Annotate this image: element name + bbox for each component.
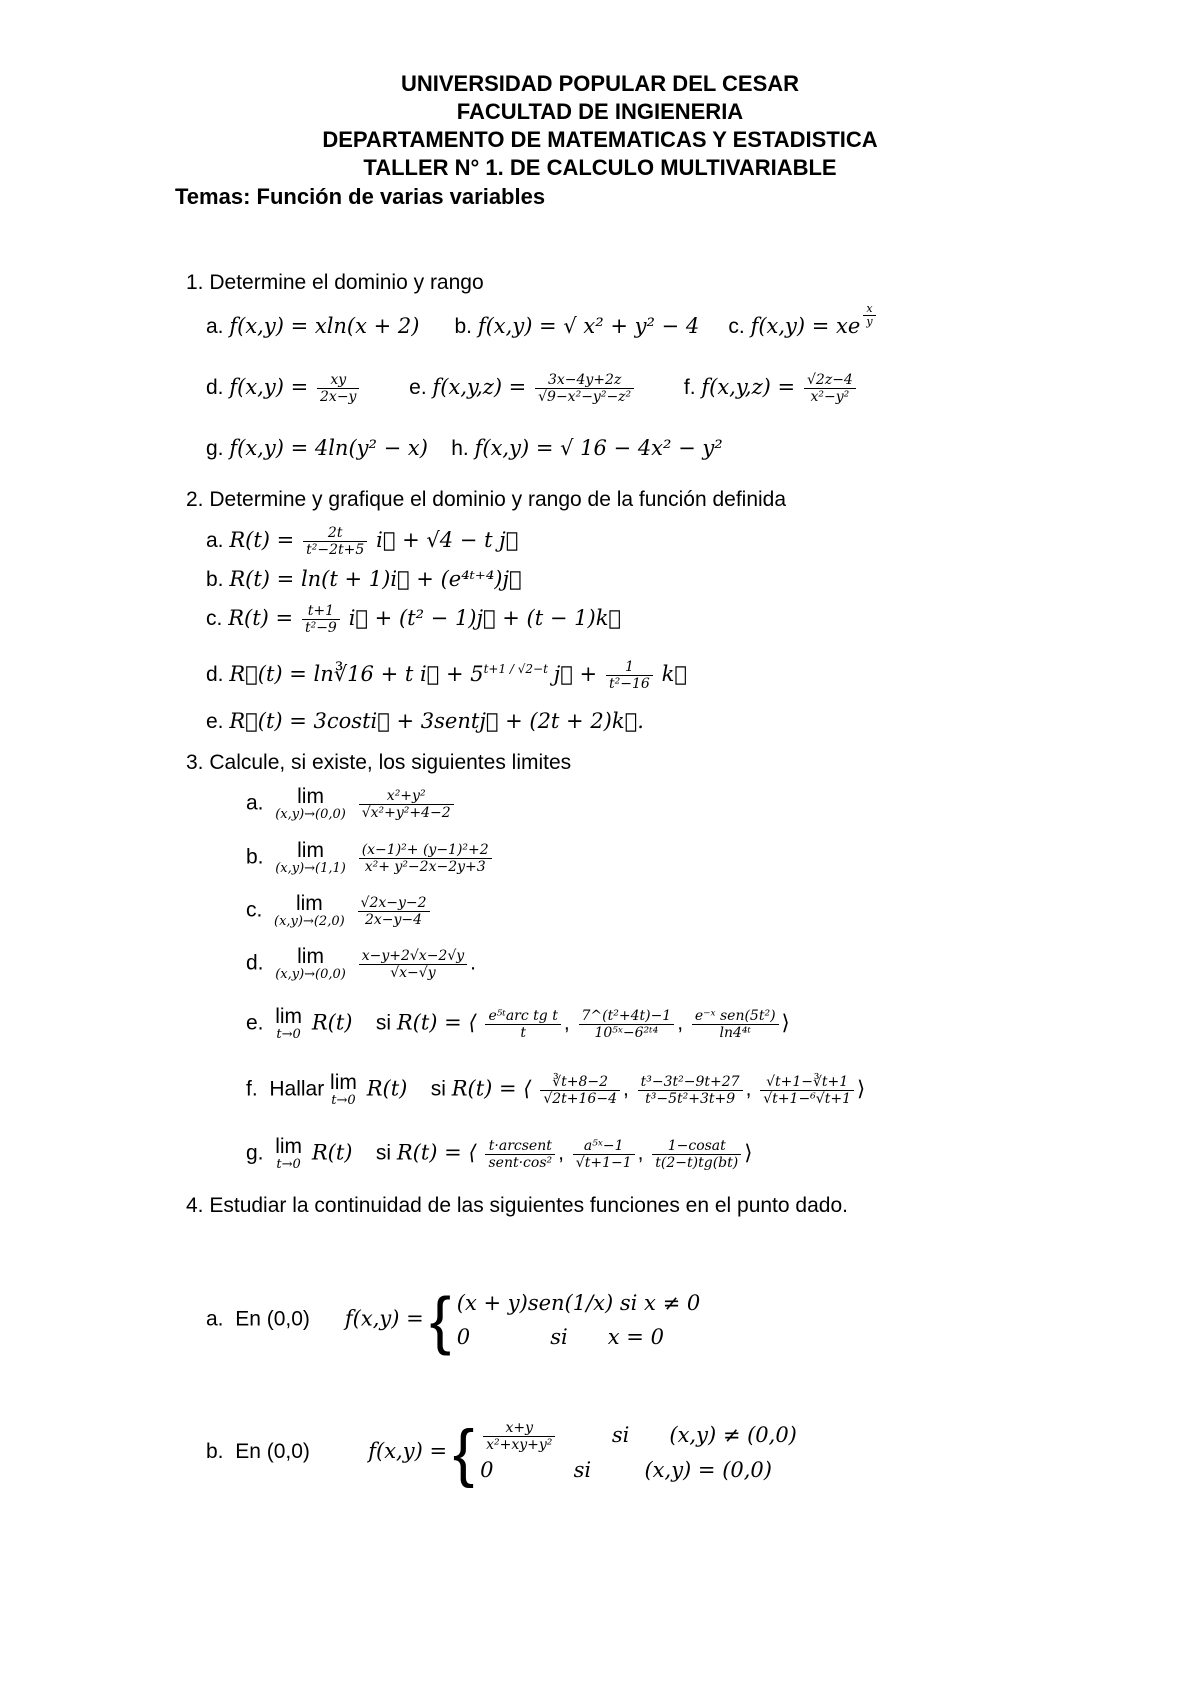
q2-d bbox=[206, 656, 687, 692]
q2-a-rest: i⃗ + √4 − t j⃗ bbox=[376, 528, 519, 553]
q2-d-fraction: $\frac{1}{\text{t²−16}}$ bbox=[606, 659, 653, 692]
q1-row-gh bbox=[206, 435, 723, 462]
q1-d-label: d. bbox=[206, 376, 224, 400]
q4-a-brace: { bbox=[429, 1284, 451, 1356]
q4-prompt: 4. Estudiar la continuidad de las siguientes funciones en el punto dado. bbox=[186, 1194, 848, 1217]
q3-e: e. lim t→0 R(t) si R(t) = ⟨ $\frac{\text{e⁵ᵗarc tg t}}{t}$ , $\frac{\text{7\textasciicircum{}(t²+4t)−1}}{\text{10⁵ˣ−6²ᵗ⁴}}$ , $\frac{\text{e⁻ˣ sen(5t²)}}{\text{ln4⁴ᵗ}}$ ⟩ bbox=[246, 1005, 790, 1042]
q3-a-fraction: $\frac{\text{x²+y²}}{\text{√x²+y²+4−2}}$ bbox=[359, 788, 454, 821]
q3-g-frac1: $\frac{\text{t·arcsent}}{\text{sent·cos²}}$ bbox=[485, 1138, 555, 1171]
q3-e-frac3: $\frac{\text{e⁻ˣ sen(5t²)}}{\text{ln4⁴ᵗ}}$ bbox=[692, 1008, 779, 1041]
q4-a-case2: 0 si x = 0 bbox=[456, 1325, 664, 1349]
workshop-title: TALLER N° 1. DE CALCULO MULTIVARIABLE bbox=[363, 155, 837, 180]
q3-f-si: si bbox=[430, 1077, 446, 1101]
q3-prompt: 3. Calcule, si existe, los siguientes limites bbox=[186, 751, 572, 774]
q3-e-frac1: $\frac{\text{e⁵ᵗarc tg t}}{t}$ bbox=[485, 1008, 560, 1041]
q3-g-fn: R(t) bbox=[311, 1140, 353, 1165]
q4-b-fraction: $\frac{x+y}{\text{x²+xy+y²}}$ bbox=[483, 1420, 555, 1453]
q2-e-expr: R⃗(t) = 3costi⃗ + 3sentj⃗ + (2t + 2)k⃗. bbox=[229, 709, 644, 733]
q1-e-fraction: $\frac{3x-4y+2z}{\text{√9−x²−y²−z²}}$ bbox=[535, 372, 634, 405]
q1-f-label: f. bbox=[683, 376, 696, 400]
q1-c-expr: f(x,y) = xe bbox=[750, 314, 861, 338]
q1-g-label: g. bbox=[206, 437, 224, 460]
q4-b-cases bbox=[480, 1418, 797, 1487]
q3-g-frac2: $\frac{\text{a⁵ˣ−1}}{√t+1-1}$ bbox=[573, 1138, 635, 1171]
q3-f-label: f. bbox=[246, 1077, 258, 1101]
q3-d-label: d. bbox=[246, 951, 264, 975]
q3-c-limit: lim (x,y)→(2,0) bbox=[274, 892, 345, 929]
q2-d-lhs: R⃗(t) = ln∛16 + t i⃗ + 5 bbox=[229, 662, 484, 686]
q3-c-label: c. bbox=[246, 898, 263, 922]
q3-g-label: g. bbox=[246, 1141, 264, 1165]
q3-c bbox=[246, 893, 433, 929]
q4-a-cases bbox=[457, 1286, 700, 1354]
q3-f-frac1: $\frac{∛t+8-2}{√2t+16-4}$ bbox=[540, 1074, 620, 1107]
q3-e-si: si bbox=[375, 1011, 392, 1035]
q3-f: f. Hallar lim t→0 R(t) si R(t) = ⟨ $\frac{∛t+8-2}{√2t+16-4}$ , $\frac{\text{t³−3t²−9t+27}}{\text{t³−5t²+3t+9}}$ , $\frac{√t+1-∛t+1}{\text{√t+1−⁶√t+1}}$ ⟩ bbox=[246, 1071, 866, 1108]
q3-e-limit: lim t→0 bbox=[275, 1005, 303, 1042]
q1-c-label: c. bbox=[728, 315, 745, 338]
q3-f-def: R(t) = ⟨ bbox=[451, 1076, 532, 1101]
q1-row-abc bbox=[206, 302, 879, 340]
q3-d bbox=[246, 946, 476, 982]
topics-line: Temas: Función de varias variables bbox=[175, 184, 546, 209]
q3-e-fn: R(t) bbox=[311, 1010, 353, 1035]
q4-a bbox=[206, 1286, 700, 1354]
q4-b-case1-rest: si (x,y) ≠ (0,0) bbox=[611, 1423, 797, 1447]
q3-a-limit: lim (x,y)→(0,0) bbox=[275, 785, 346, 822]
q1-a-expr: f(x,y) = xln(x + 2) bbox=[229, 314, 420, 338]
q2-a-fraction: $\frac{2t}{\text{t²−2t+5}}$ bbox=[303, 525, 367, 558]
q3-f-frac2: $\frac{\text{t³−3t²−9t+27}}{\text{t³−5t²+3t+9}}$ bbox=[638, 1074, 743, 1107]
q4-a-lhs: f(x,y) = bbox=[344, 1306, 424, 1331]
q1-h-label: h. bbox=[451, 437, 469, 460]
q3-g-frac3: $\frac{\text{1−cosat}}{t(2-t)tg(bt)}$ bbox=[652, 1138, 741, 1171]
q1-b-expr: f(x,y) = √ x² + y² − 4 bbox=[477, 314, 700, 338]
q2-d-rest: k⃗ bbox=[661, 662, 687, 686]
q4-b-case1 bbox=[480, 1418, 797, 1453]
q3-f-limit: lim t→0 bbox=[330, 1071, 357, 1108]
q2-b bbox=[206, 566, 522, 593]
q4-b-point: En (0,0) bbox=[235, 1440, 310, 1464]
q2-c-rest: i⃗ + (t² − 1)j⃗ + (t − 1)k⃗ bbox=[348, 606, 622, 631]
university-title: UNIVERSIDAD POPULAR DEL CESAR bbox=[400, 71, 800, 96]
q3-a-label: a. bbox=[246, 791, 264, 815]
q3-d-limit: lim (x,y)→(0,0) bbox=[275, 945, 346, 982]
q3-b bbox=[246, 840, 495, 876]
q1-f-lhs: f(x,y,z) = bbox=[701, 375, 796, 400]
q2-a-lhs: R(t) = bbox=[229, 528, 295, 553]
q3-e-label: e. bbox=[246, 1011, 264, 1035]
q2-e-label: e. bbox=[206, 710, 224, 733]
department-title: DEPARTAMENTO DE MATEMATICAS Y ESTADISTICA bbox=[322, 127, 878, 152]
q4-b-brace: { bbox=[452, 1416, 475, 1489]
q1-c-exponent: $\frac{x}{y}$ bbox=[863, 303, 875, 328]
q3-f-fn: R(t) bbox=[366, 1076, 408, 1101]
q2-b-expr: R(t) = ln(t + 1)i⃗ + (e⁴ᵗ⁺⁴)j⃗ bbox=[229, 567, 522, 591]
q4-a-case1: (x + y)sen(1/x) si x ≠ 0 bbox=[456, 1291, 701, 1315]
q2-c-label: c. bbox=[206, 607, 223, 631]
q4-a-point: En (0,0) bbox=[235, 1307, 310, 1331]
q1-h-expr: f(x,y) = √ 16 − 4x² − y² bbox=[474, 436, 723, 460]
q3-a bbox=[246, 786, 457, 822]
q3-f-frac3: $\frac{√t+1-∛t+1}{\text{√t+1−⁶√t+1}}$ bbox=[760, 1074, 854, 1107]
q2-a bbox=[206, 525, 518, 558]
q3-g-def: R(t) = ⟨ bbox=[396, 1140, 477, 1165]
q2-prompt: 2. Determine y grafique el dominio y rango de la función definida bbox=[186, 488, 787, 511]
q1-a-label: a. bbox=[206, 315, 224, 338]
q2-d-exponent: t+1 / √2−t bbox=[483, 662, 548, 676]
q3-g-limit: lim t→0 bbox=[275, 1135, 303, 1172]
q4-b-label: b. bbox=[206, 1440, 224, 1464]
faculty-title: FACULTAD DE INGIENERIA bbox=[456, 99, 744, 124]
q2-c-fraction: $\frac{t+1}{\text{t²−9}}$ bbox=[302, 603, 340, 636]
q3-b-fraction: $\frac{\text{(x−1)²+ (y−1)²+2}}{\text{x²+ y²−2x−2y+3}}$ bbox=[359, 842, 492, 875]
q1-prompt: 1. Determine el dominio y rango bbox=[186, 271, 484, 294]
q3-f-hallar: Hallar bbox=[269, 1077, 325, 1101]
q4-a-label: a. bbox=[206, 1307, 224, 1331]
q3-c-fraction: $\frac{√2x-y-2}{2x-y-4}$ bbox=[358, 895, 430, 928]
q3-g: g. lim t→0 R(t) si R(t) = ⟨ $\frac{\text{t·arcsent}}{\text{sent·cos²}}$ , $\frac{\text{a⁵ˣ−1}}{√t+1-1}$ , $\frac{\text{1−cosat}}{t(2-t)tg(bt)}$ ⟩ bbox=[246, 1135, 753, 1172]
q2-c bbox=[206, 603, 621, 636]
q1-e-label: e. bbox=[409, 376, 427, 400]
q2-e bbox=[206, 708, 644, 735]
q2-b-label: b. bbox=[206, 568, 224, 591]
q3-e-close: ⟩ bbox=[781, 1011, 790, 1035]
q3-g-si: si bbox=[375, 1141, 392, 1165]
q4-b bbox=[206, 1418, 797, 1487]
q4-b-lhs: f(x,y) = bbox=[368, 1439, 448, 1464]
q2-a-label: a. bbox=[206, 529, 224, 553]
q3-b-limit: lim (x,y)→(1,1) bbox=[275, 839, 346, 876]
q3-b-label: b. bbox=[246, 845, 264, 869]
q2-d-mid: j⃗ + bbox=[553, 662, 598, 686]
q1-b-label: b. bbox=[454, 315, 472, 338]
q2-c-lhs: R(t) = bbox=[228, 606, 294, 631]
q3-g-close: ⟩ bbox=[744, 1141, 753, 1165]
q1-row-def bbox=[206, 372, 859, 405]
q2-d-label: d. bbox=[206, 663, 224, 686]
q1-e-lhs: f(x,y,z) = bbox=[432, 375, 527, 400]
q1-g-expr: f(x,y) = 4ln(y² − x) bbox=[229, 436, 428, 460]
q1-d-lhs: f(x,y) = bbox=[229, 375, 309, 400]
q1-f-fraction: $\frac{√2z-4}{\text{x²−y²}}$ bbox=[804, 372, 856, 405]
q3-e-def: R(t) = ⟨ bbox=[396, 1010, 477, 1035]
q3-d-fraction: $\frac{x-y+2√x-2√y}{√x-√y}$ bbox=[359, 948, 467, 981]
q1-d-fraction: $\frac{xy}{2x-y}$ bbox=[317, 372, 359, 405]
q3-e-frac2: $\frac{\text{7\textasciicircum{}(t²+4t)−1}}{\text{10⁵ˣ−6²ᵗ⁴}}$ bbox=[579, 1008, 675, 1041]
q4-b-case2: 0 si (x,y) = (0,0) bbox=[480, 1458, 772, 1482]
q3-d-period: . bbox=[470, 951, 477, 975]
q3-f-close: ⟩ bbox=[856, 1077, 866, 1101]
